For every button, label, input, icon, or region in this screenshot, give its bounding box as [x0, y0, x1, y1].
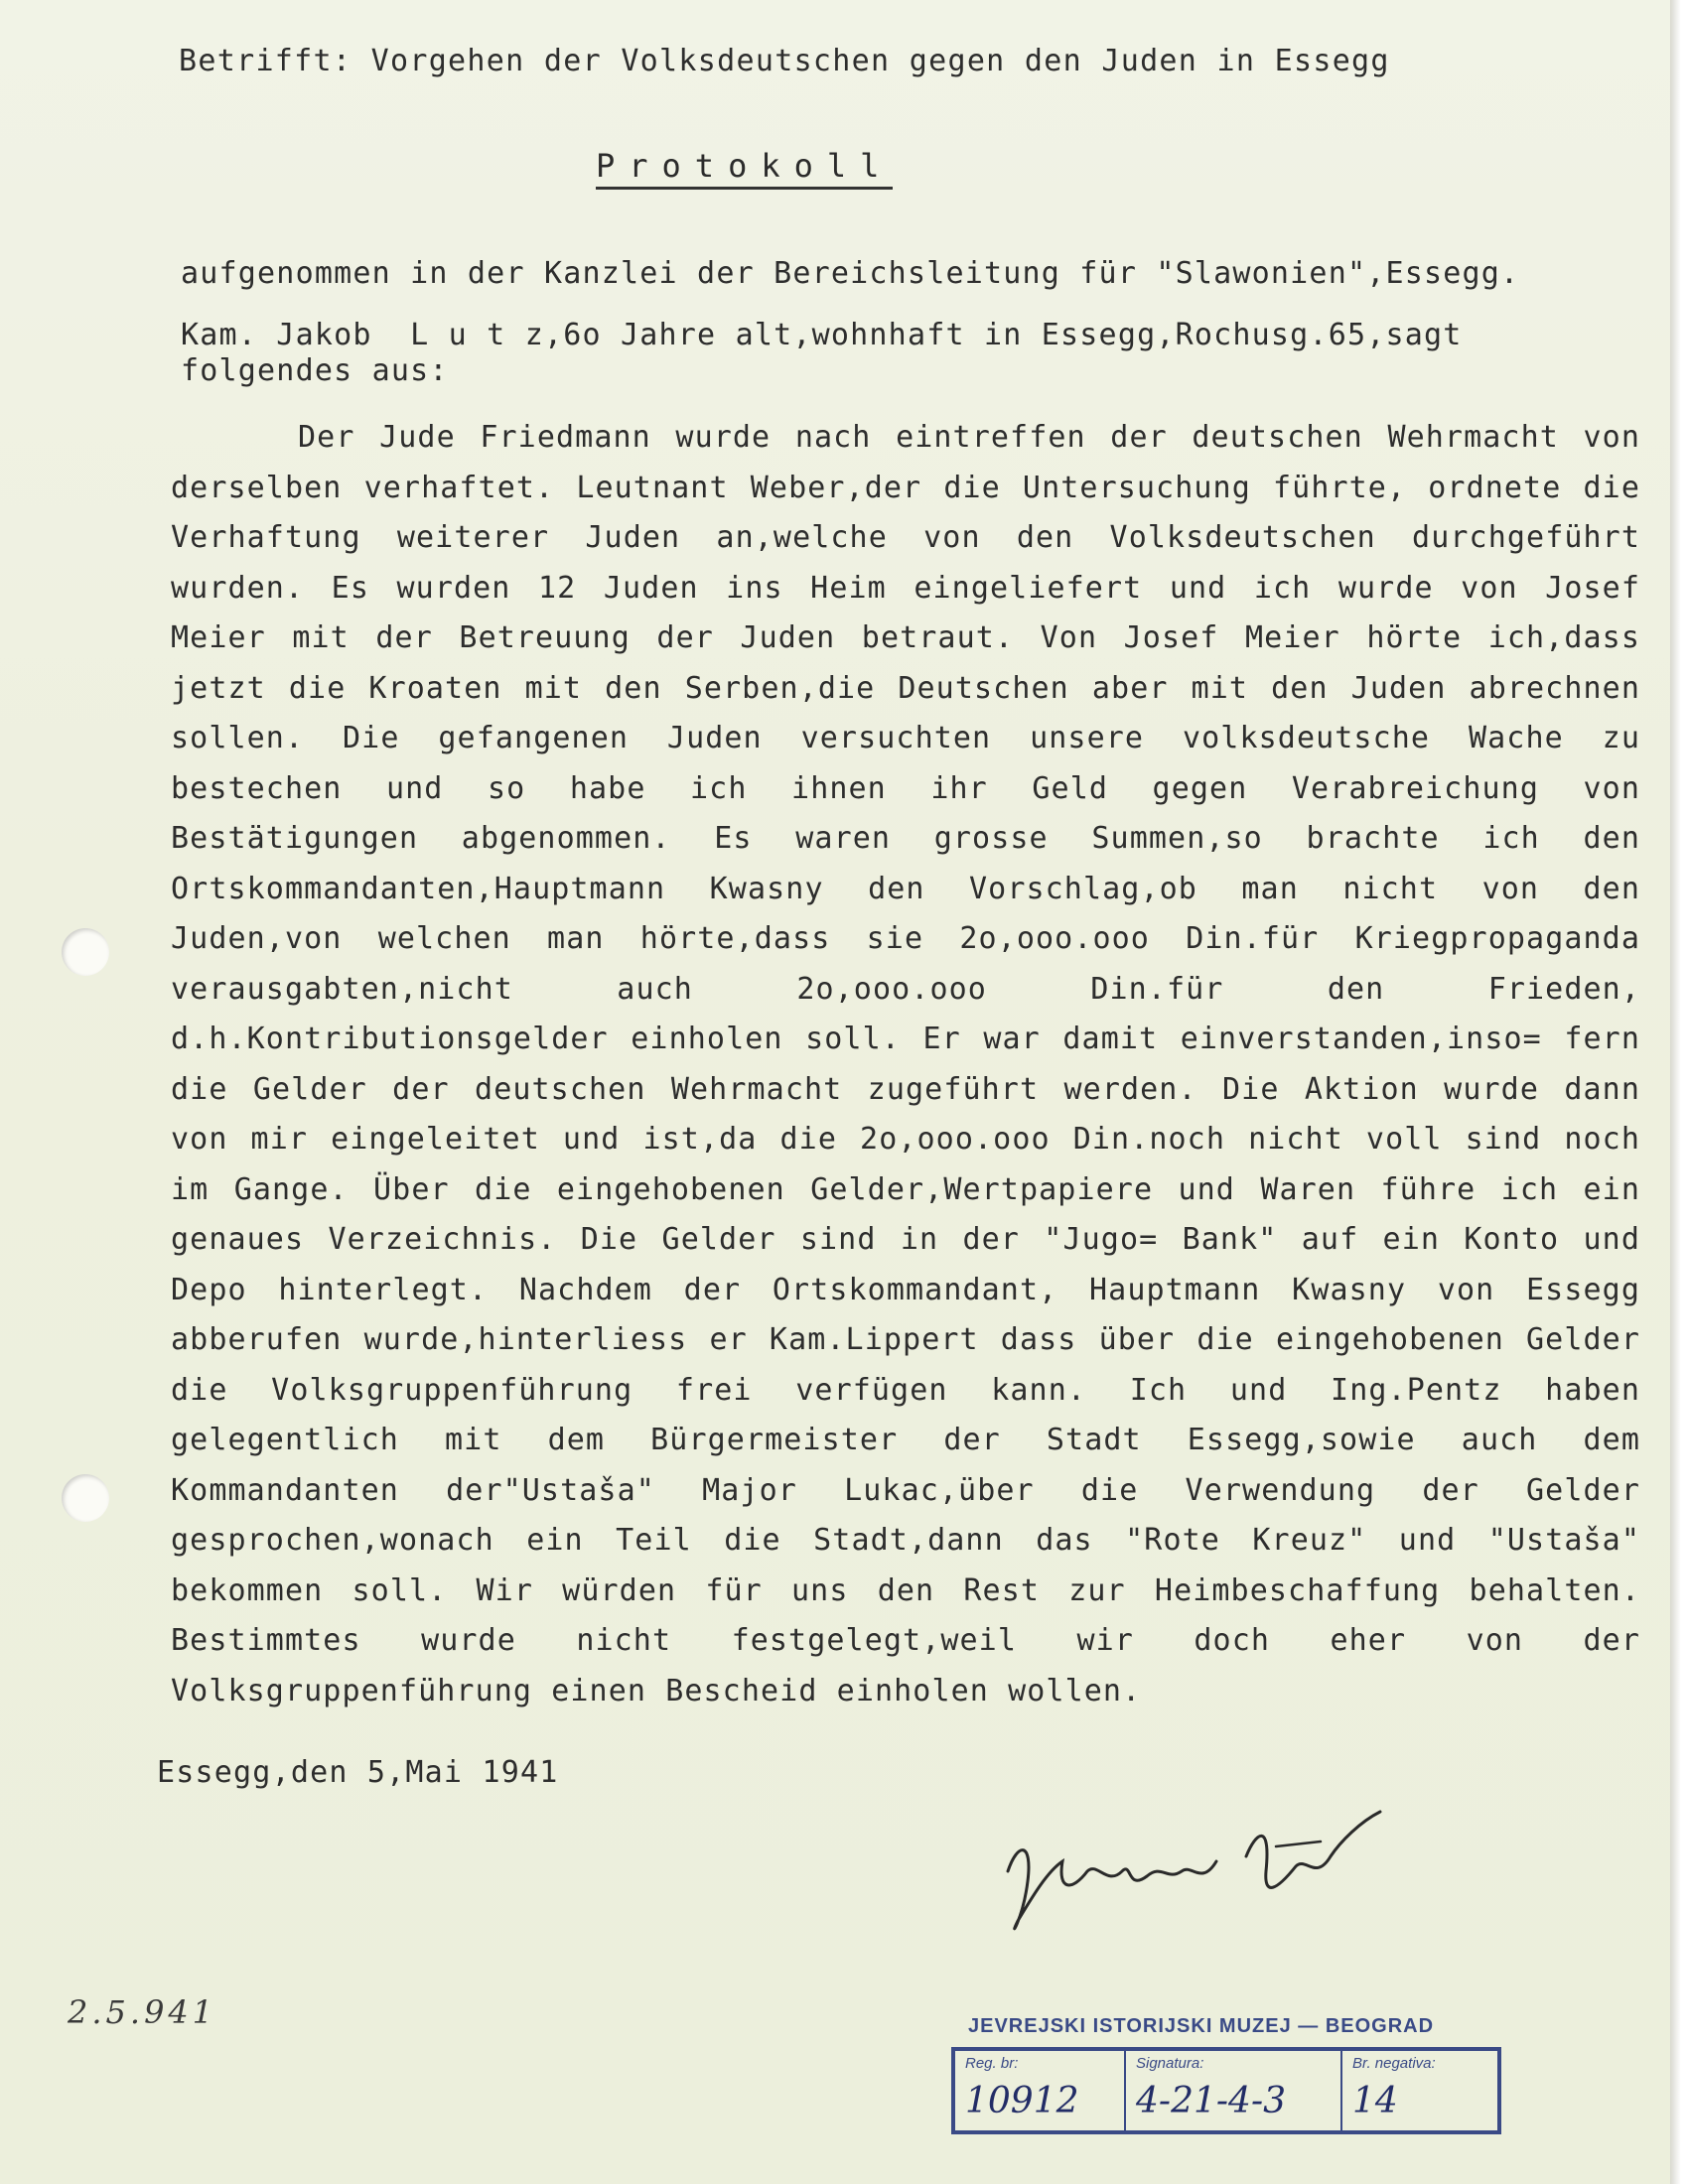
intro-line-2: Kam. Jakob L u t z,6o Jahre alt,wohnhaft in Essegg,Rochusg.65,sagt — [181, 318, 1463, 352]
stamp-reg-cell — [955, 2051, 1126, 2130]
stamp-signatura-cell — [1126, 2051, 1342, 2130]
protocol-body: Der Jude Friedmann wurde nach eintreffen der deutschen Wehrmacht von derselben verhaftet. Leutnant Weber,der die Untersuchung führte, ordnete die Verhaftung weiterer Juden an,welche von den Volksdeutschen durchgeführt wurden. Es wurden 12 Juden ins Heim eingeliefert und ich wurde von Josef Meier mit der Betreuung der Juden betraut. Von Josef Meier hörte ich,dass jetzt die Kroaten mit den Serben,die Deutschen aber mit den Juden abrechnen sollen. Die gefangenen Juden versuchten unsere volksdeutsche Wache zu bestechen und so habe ich ihnen ihr Geld gegen Verabreichung von Bestätigungen abgenommen. Es waren grosse Summen,so brachte ich den Ortskommandanten,Hauptmann Kwasny den Vorschlag,ob man nicht von den Juden,von welchen man hörte,dass sie 2o,ooo.ooo Din.für Kriegpropaganda verausgabten,nicht auch 2o,ooo.ooo Din.für den Frieden, d.h.Kontributionsgelder einholen soll. Er war damit einverstanden,inso= fern die Gelder der deutschen Wehrmacht zugeführt werden. Die Aktion wurde dann von mir eingeleitet und ist,da die 2o,ooo.ooo Din.noch nicht voll sind noch im Gange. Über die eingehobenen Gelder,Wertpapiere und Waren führe ich ein genaues Verzeichnis. Die Gelder sind in der "Jugo= Bank" auf ein Konto und Depo hinterlegt. Nachdem der Ortskommandant, Hauptmann Kwasny von Essegg abberufen wurde,hinterliess er Kam.Lippert dass über die eingehobenen Gelder die Volksgruppenführung frei verfügen kann. Ich und Ing.Pentz haben gelegentlich mit dem Bürgermeister der Stadt Essegg,sowie auch dem Kommandanten der"Ustaša" Major Lukac,über die Verwendung der Gelder gesprochen,wonach ein Teil die Stadt,dann das "Rote Kreuz" und "Ustaša" bekommen soll. Wir würden für uns den Rest zur Heimbeschaffung behalten. Bestimmtes wurde nicht festgelegt,weil wir doch eher von der Volksgruppenführung einen Bescheid einholen wollen. — [171, 420, 1640, 1708]
intro-line-1: aufgenommen in der Kanzlei der Bereichsleitung für "Slawonien",Essegg. — [181, 256, 1520, 291]
page-edge — [1670, 0, 1688, 2184]
stamp-signatura-value: 4-21-4-3 — [1136, 2081, 1287, 2121]
stamp-institution: JEVREJSKI ISTORIJSKI MUZEJ — BEOGRAD — [968, 2015, 1435, 2037]
stamp-negativ-cell — [1342, 2051, 1497, 2130]
stamp-reg-value: 10912 — [965, 2081, 1079, 2121]
intro-line-3: folgendes aus: — [181, 353, 449, 388]
stamp-signatura-label: Signatura: — [1136, 2055, 1204, 2072]
stamp-negativ-label: Br. negativa: — [1352, 2055, 1436, 2072]
signature — [978, 1802, 1395, 1951]
subject-line: Betrifft: Vorgehen der Volksdeutschen gegen den Juden in Essegg — [179, 44, 1390, 78]
archive-stamp — [951, 2047, 1501, 2134]
punch-hole — [62, 1474, 109, 1522]
document-date: Essegg,den 5,Mai 1941 — [157, 1755, 559, 1790]
page-title: Protokoll — [596, 147, 893, 190]
stamp-negativ-value: 14 — [1352, 2081, 1398, 2121]
stamp-reg-label: Reg. br: — [965, 2055, 1019, 2072]
punch-hole — [62, 928, 109, 976]
handwritten-date: 2.5.941 — [68, 1993, 217, 2031]
